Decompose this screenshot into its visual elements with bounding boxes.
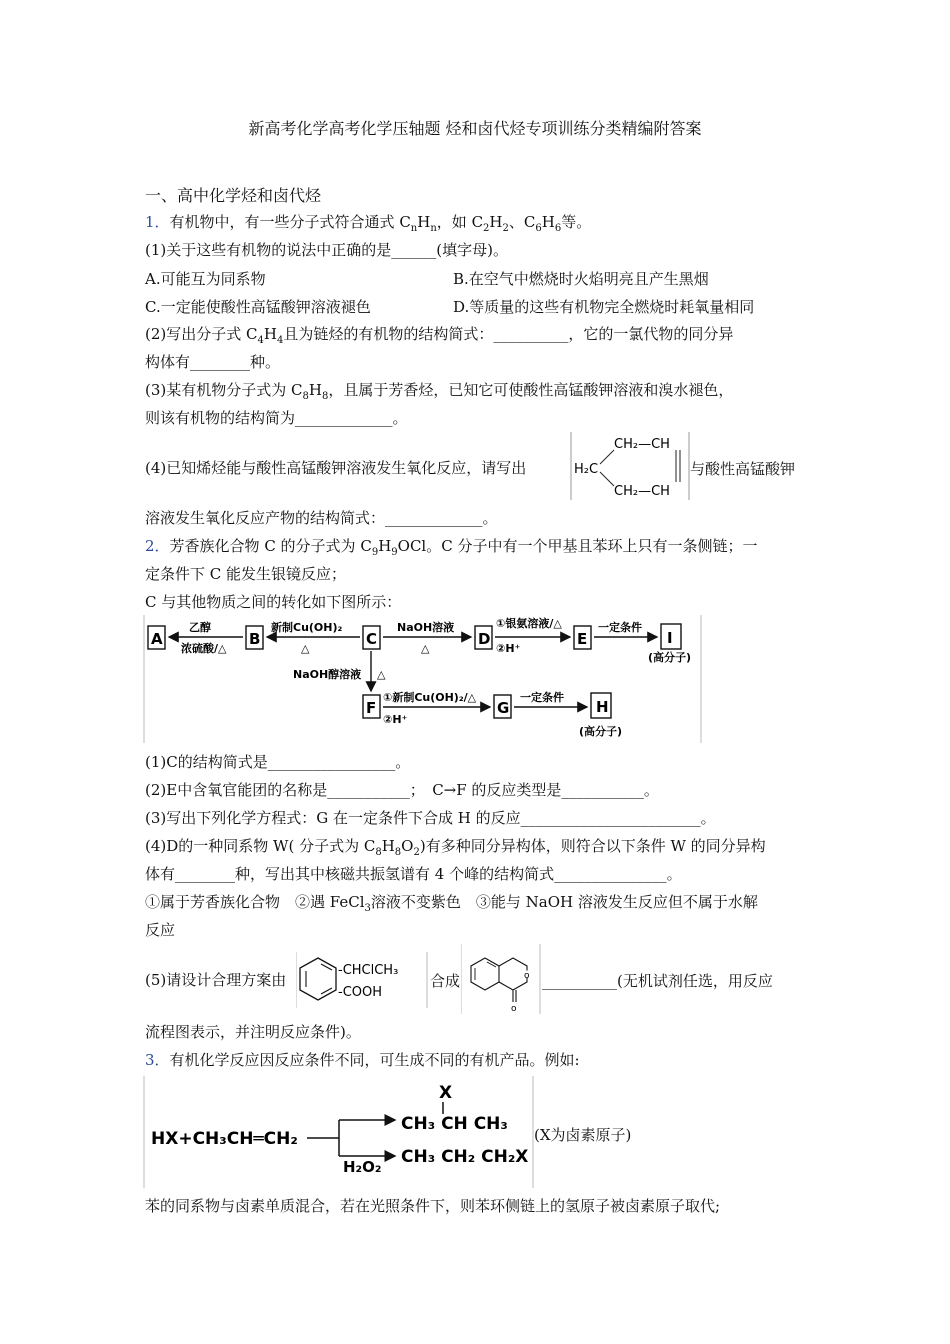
label-cf-left: NaOH醇溶液 [293, 668, 362, 681]
q1-option-d: D.等质量的这些有机物完全燃烧时耗氧量相同 [453, 298, 755, 316]
q1-stem: 1．有机物中，有一些分子式符合通式 $C_nH_n$，如 $C_2H_2$、$C_6H_6$等。 [145, 213, 592, 234]
q1-part4: (4)已知烯烃能与酸性高锰酸钾溶液发生氧化反应，请写出 [145, 459, 527, 477]
q2-part5-mid: 合成 [430, 972, 461, 990]
compound-c: C [366, 630, 378, 648]
isochromanone-structure [461, 944, 541, 1014]
label-de-bottom: ②H⁺ [496, 642, 521, 655]
label-bc-top: 新制Cu(OH)₂ [271, 621, 343, 634]
q2-part4-cont2: 反应 [145, 921, 176, 939]
q1-number: 1． [145, 213, 170, 231]
condition-peroxide: H₂O₂ [343, 1158, 382, 1176]
q3-stem: 3．有机化学反应因反应条件不同，可生成不同的有机产品。例如: [145, 1051, 580, 1069]
q1-part1: (1)关于这些有机物的说法中正确的是______(填字母)。 [145, 241, 508, 259]
label-cd-top: NaOH溶液 [397, 621, 455, 634]
q1-part3-cont: 则该有机物的结构简为_____________。 [145, 409, 408, 427]
chloroethyl-benzoic-acid-structure [296, 952, 428, 1008]
compound-h: H [596, 698, 609, 716]
q2-part3: (3)写出下列化学方程式：G 在一定条件下合成 H 的反应________________________。 [145, 809, 716, 827]
compound-f: F [366, 699, 377, 717]
label-cd-bottom: △ [421, 642, 430, 655]
product-anti-markovnikov: CH₃ CH₂ CH₂X [401, 1147, 529, 1167]
section-heading: 一、高中化学烃和卤代烃 [145, 186, 322, 205]
q1-part2: (2)写出分子式 $C_4H_4$且为链烃的有机物的结构简式：__________，它的一氯代物的同分异 [145, 325, 734, 346]
substituent-chloroethyl: -CHClCH₃ [338, 963, 399, 978]
q2-part4: (4)D的一种同系物 W( 分子式为 $C_8H_8O_2$)有多种同分异构体，则符合以下条件 W 的同分异构 [145, 837, 766, 858]
substituent-x: X [439, 1083, 453, 1103]
q1-option-a: A.可能互为同系物 [145, 270, 266, 288]
q1-part4-tail: 与酸性高锰酸钾 [690, 460, 796, 478]
label-ab-bottom: 浓硫酸/△ [181, 642, 227, 655]
substituent-carboxyl: -COOH [338, 985, 383, 1000]
q3-number: 3． [145, 1051, 170, 1069]
label-ab-top: 乙醇 [189, 621, 211, 634]
ring-oxygen: o [524, 971, 530, 981]
compound-i: I [667, 629, 673, 647]
label-bc-bottom: △ [301, 642, 310, 655]
q1-option-b: B.在空气中燃烧时火焰明亮且产生黑烟 [453, 270, 709, 288]
reactants: HX+CH₃CH═CH₂ [151, 1129, 298, 1149]
label-fg-bottom: ②H⁺ [383, 713, 408, 726]
ring-bottom-label: CH₂—CH [614, 484, 670, 499]
q2-part1: (1)C的结构简式是_________________。 [145, 753, 411, 771]
carbonyl-oxygen: o [511, 1004, 517, 1014]
q2-reaction-scheme [143, 615, 703, 743]
q2-stem-cont2: C 与其他物质之间的转化如下图所示： [145, 593, 402, 611]
label-i-note: (高分子) [648, 651, 692, 664]
label-h-note: (高分子) [579, 725, 623, 738]
page-title: 新高考化学高考化学压轴题 烃和卤代烃专项训练分类精编附答案 [248, 119, 702, 138]
q2-part2: (2)E中含氧官能团的名称是___________； C→F 的反应类型是___________。 [145, 781, 659, 799]
q1-option-c: C.一定能使酸性高锰酸钾溶液褪色 [145, 298, 371, 316]
product-markovnikov: CH₃ CH CH₃ [401, 1114, 508, 1134]
ring-top-label: CH₂—CH [614, 437, 670, 452]
q2-part5-tail: __________(无机试剂任选，用反应 [542, 972, 773, 990]
label-gh-top: 一定条件 [520, 691, 564, 704]
q1-part2-cont: 构体有________种。 [145, 353, 281, 371]
compound-e: E [577, 630, 588, 648]
q3-note: (X为卤素原子) [534, 1126, 632, 1144]
compound-d: D [478, 630, 491, 648]
q3-part1: 苯的同系物与卤素单质混合，若在光照条件下，则苯环侧链上的氢原子被卤素原子取代; [145, 1197, 721, 1215]
compound-a: A [151, 630, 163, 648]
q2-part4-cont: 体有________种，写出其中核磁共振氢谱有 4 个峰的结构简式_______________。 [145, 865, 682, 883]
q2-part5: (5)请设计合理方案由 [145, 971, 287, 989]
q3-reaction-equation [143, 1076, 535, 1188]
q2-part4-conditions: ①属于芳香族化合物 ②遇 FeCl$_3$溶液不变紫色 ③能与 NaOH 溶液发生反应但不属于水解 [145, 893, 758, 914]
q2-stem-cont: 定条件下 C 能发生银镜反应； [145, 565, 347, 583]
q2-part5-cont: 流程图表示，并注明反应条件)。 [145, 1023, 361, 1041]
label-de-top: ①银氨溶液/△ [496, 617, 562, 630]
q2-number: 2． [145, 537, 170, 555]
ring-left-label: H₂C [574, 462, 599, 477]
label-ei-top: 一定条件 [598, 621, 642, 634]
label-cf-right: △ [377, 668, 386, 681]
cyclopentadiene-structure [570, 432, 690, 500]
q1-part3: (3)某有机物分子式为 $C_8H_8$，且属于芳香烃，已知它可使酸性高锰酸钾溶液和溴水褪色， [145, 381, 734, 402]
label-fg-top: ①新制Cu(OH)₂/△ [383, 691, 477, 704]
q1-part4-cont: 溶液发生氧化反应产物的结构简式：_____________。 [145, 509, 498, 527]
q2-stem: 2．芳香族化合物 C 的分子式为 $C_9H_9OCl$。C 分子中有一个甲基且苯环上只有一条侧链；一 [145, 537, 758, 558]
compound-b: B [249, 630, 261, 648]
compound-g: G [497, 699, 510, 717]
